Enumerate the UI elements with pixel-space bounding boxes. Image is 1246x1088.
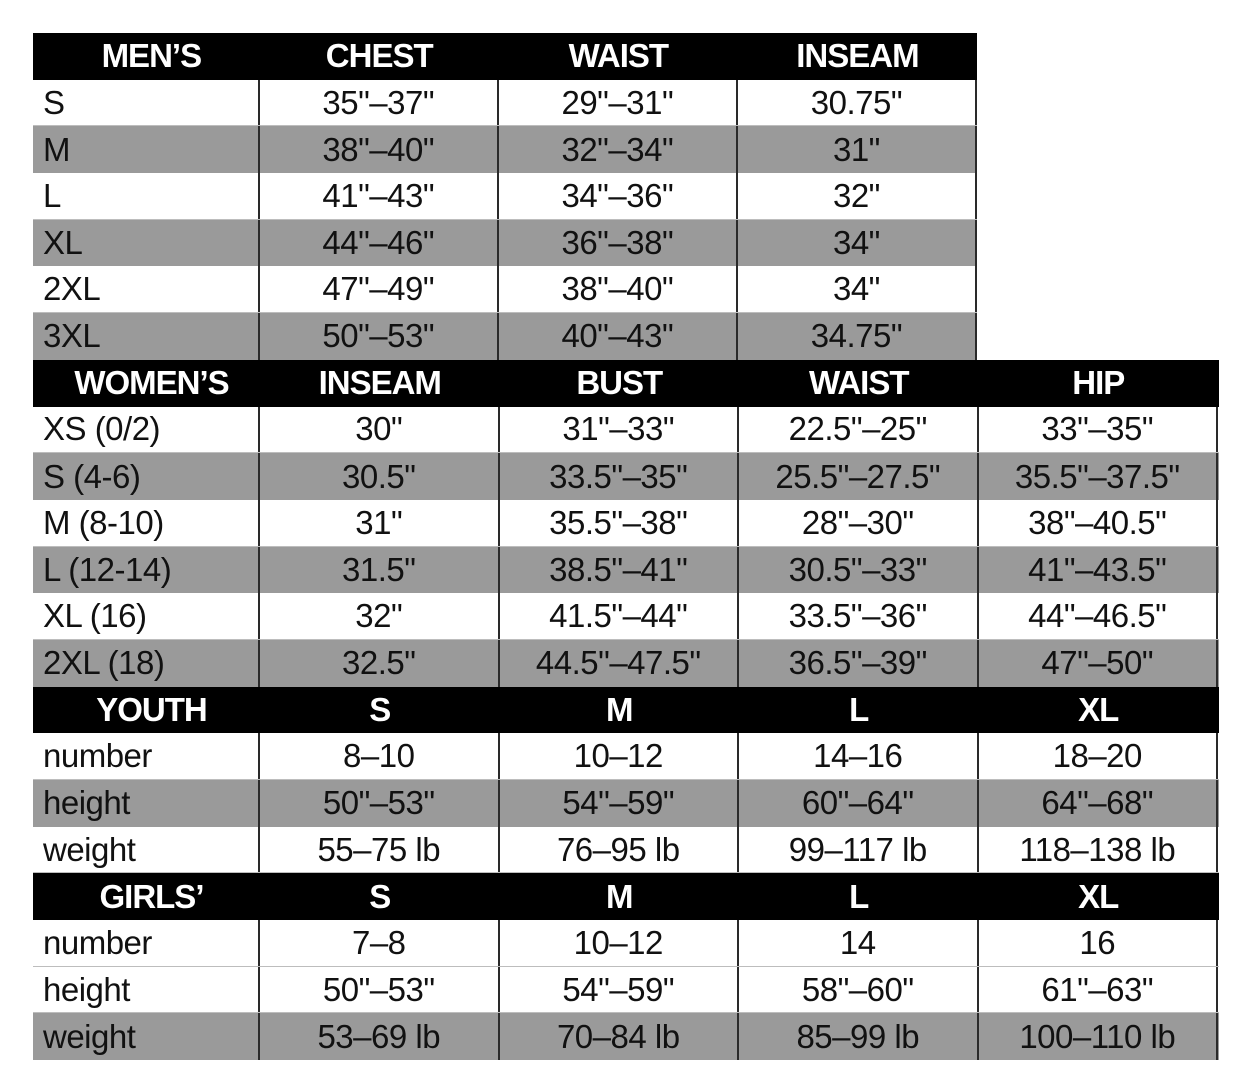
table-row [33,173,977,220]
table-cell: 34" [738,266,977,312]
table-row [33,266,977,313]
header-cell: L [849,690,869,728]
table-cell: 34"–36" [499,173,738,219]
table-cell: 50"–53" [260,967,500,1013]
header-cell: L [849,877,869,915]
size-label: M (8-10) [33,500,260,546]
table-cell: 18–20 [979,733,1219,779]
row-label: weight [33,827,260,873]
table-cell: 8–10 [260,733,500,779]
table-row [33,453,1219,500]
table-cell: 34.75" [738,313,977,360]
table-cell: 44.5"–47.5" [500,640,740,687]
table-cell: 31" [260,500,500,546]
table-cell: 76–95 lb [500,827,740,873]
header-cell: INSEAM [318,364,441,402]
youth-header-row [33,687,1219,734]
table-cell: 70–84 lb [500,1013,740,1060]
table-cell: 50"–53" [260,313,499,360]
size-label: XS (0/2) [33,407,260,453]
table-row [33,313,977,360]
header-cell: WAIST [809,364,909,402]
youth-size-table [33,687,1219,874]
table-cell: 64"–68" [979,780,1219,827]
womens-header-row [33,360,1219,407]
table-cell: 41"–43.5" [979,547,1219,594]
table-cell: 33"–35" [979,407,1219,453]
table-cell: 14–16 [739,733,979,779]
header-cell: M [606,690,633,728]
row-label: number [33,920,260,966]
mens-size-table [33,33,1219,360]
table-cell: 35"–37" [260,80,499,126]
table-cell: 25.5"–27.5" [739,453,979,500]
girls-size-table [33,873,1219,1060]
table-cell: 34" [738,220,977,267]
table-cell: 35.5"–38" [500,500,740,546]
size-label: L (12-14) [33,547,260,594]
table-cell: 38"–40.5" [979,500,1219,546]
table-cell: 30.75" [738,80,977,126]
size-label: 2XL (18) [33,640,260,687]
table-cell: 22.5"–25" [739,407,979,453]
table-row [33,126,977,173]
table-row [33,500,1219,547]
header-cell: YOUTH [96,690,207,728]
womens-size-table [33,360,1219,687]
table-cell: 53–69 lb [260,1013,500,1060]
table-row [33,733,1219,780]
table-cell: 14 [739,920,979,966]
size-label: S (4-6) [33,453,260,500]
header-cell: WOMEN’S [74,364,229,402]
row-label: number [33,733,260,779]
table-cell: 41"–43" [260,173,499,219]
table-cell: 44"–46.5" [979,593,1219,639]
table-cell: 32"–34" [499,126,738,173]
table-cell: 31.5" [260,547,500,594]
table-cell: 36.5"–39" [739,640,979,687]
size-label: XL (16) [33,593,260,639]
table-row [33,780,1219,827]
table-cell: 54"–59" [500,967,740,1013]
girls-header-row [33,873,1219,920]
table-cell: 35.5"–37.5" [979,453,1219,500]
row-label: height [33,967,260,1013]
table-row [33,1013,1219,1060]
table-cell: 28"–30" [739,500,979,546]
header-cell: S [369,877,391,915]
header-cell: S [369,690,391,728]
table-cell: 16 [979,920,1219,966]
header-cell: INSEAM [796,37,919,75]
table-cell: 38"–40" [260,126,499,173]
table-cell: 36"–38" [499,220,738,267]
table-cell: 10–12 [500,920,740,966]
table-cell: 85–99 lb [739,1013,979,1060]
header-cell: WAIST [568,37,669,75]
header-cell: XL [1078,690,1119,728]
table-cell: 40"–43" [499,313,738,360]
table-cell: 32" [738,173,977,219]
header-cell: CHEST [325,37,433,75]
table-cell: 50"–53" [260,780,500,827]
table-cell: 47"–50" [979,640,1219,687]
table-cell: 29"–31" [499,80,738,126]
table-cell: 100–110 lb [979,1013,1219,1060]
table-cell: 30.5"–33" [739,547,979,594]
table-cell: 47"–49" [260,266,499,312]
table-row [33,967,1219,1014]
size-label: XL [33,220,260,267]
table-cell: 55–75 lb [260,827,500,873]
table-cell: 58"–60" [739,967,979,1013]
header-cell: GIRLS’ [99,877,204,915]
table-cell: 44"–46" [260,220,499,267]
header-cell: XL [1078,877,1119,915]
table-cell: 30" [260,407,500,453]
table-row [33,920,1219,967]
size-label: M [33,126,260,173]
table-cell: 54"–59" [500,780,740,827]
mens-header-row [33,33,977,80]
table-row [33,640,1219,687]
table-row [33,827,1219,874]
header-cell: HIP [1072,364,1125,402]
table-row [33,593,1219,640]
table-cell: 32.5" [260,640,500,687]
size-label: 3XL [33,313,260,360]
table-cell: 33.5"–35" [500,453,740,500]
table-cell: 31"–33" [500,407,740,453]
size-chart [33,33,1219,1060]
table-row [33,220,977,267]
table-cell: 99–117 lb [739,827,979,873]
header-cell: BUST [576,364,663,402]
table-cell: 38"–40" [499,266,738,312]
row-label: height [33,780,260,827]
header-cell: M [606,877,633,915]
table-cell: 38.5"–41" [500,547,740,594]
table-cell: 60"–64" [739,780,979,827]
size-label: L [33,173,260,219]
row-label: weight [33,1013,260,1060]
size-label: S [33,80,260,126]
table-cell: 61"–63" [979,967,1219,1013]
table-row [33,547,1219,594]
table-cell: 31" [738,126,977,173]
table-row [33,80,977,127]
header-cell: MEN’S [101,37,202,75]
table-cell: 30.5" [260,453,500,500]
size-label: 2XL [33,266,260,312]
table-cell: 10–12 [500,733,740,779]
table-cell: 41.5"–44" [500,593,740,639]
table-cell: 118–138 lb [979,827,1219,873]
table-cell: 33.5"–36" [739,593,979,639]
table-cell: 32" [260,593,500,639]
table-cell: 7–8 [260,920,500,966]
table-row [33,407,1219,454]
